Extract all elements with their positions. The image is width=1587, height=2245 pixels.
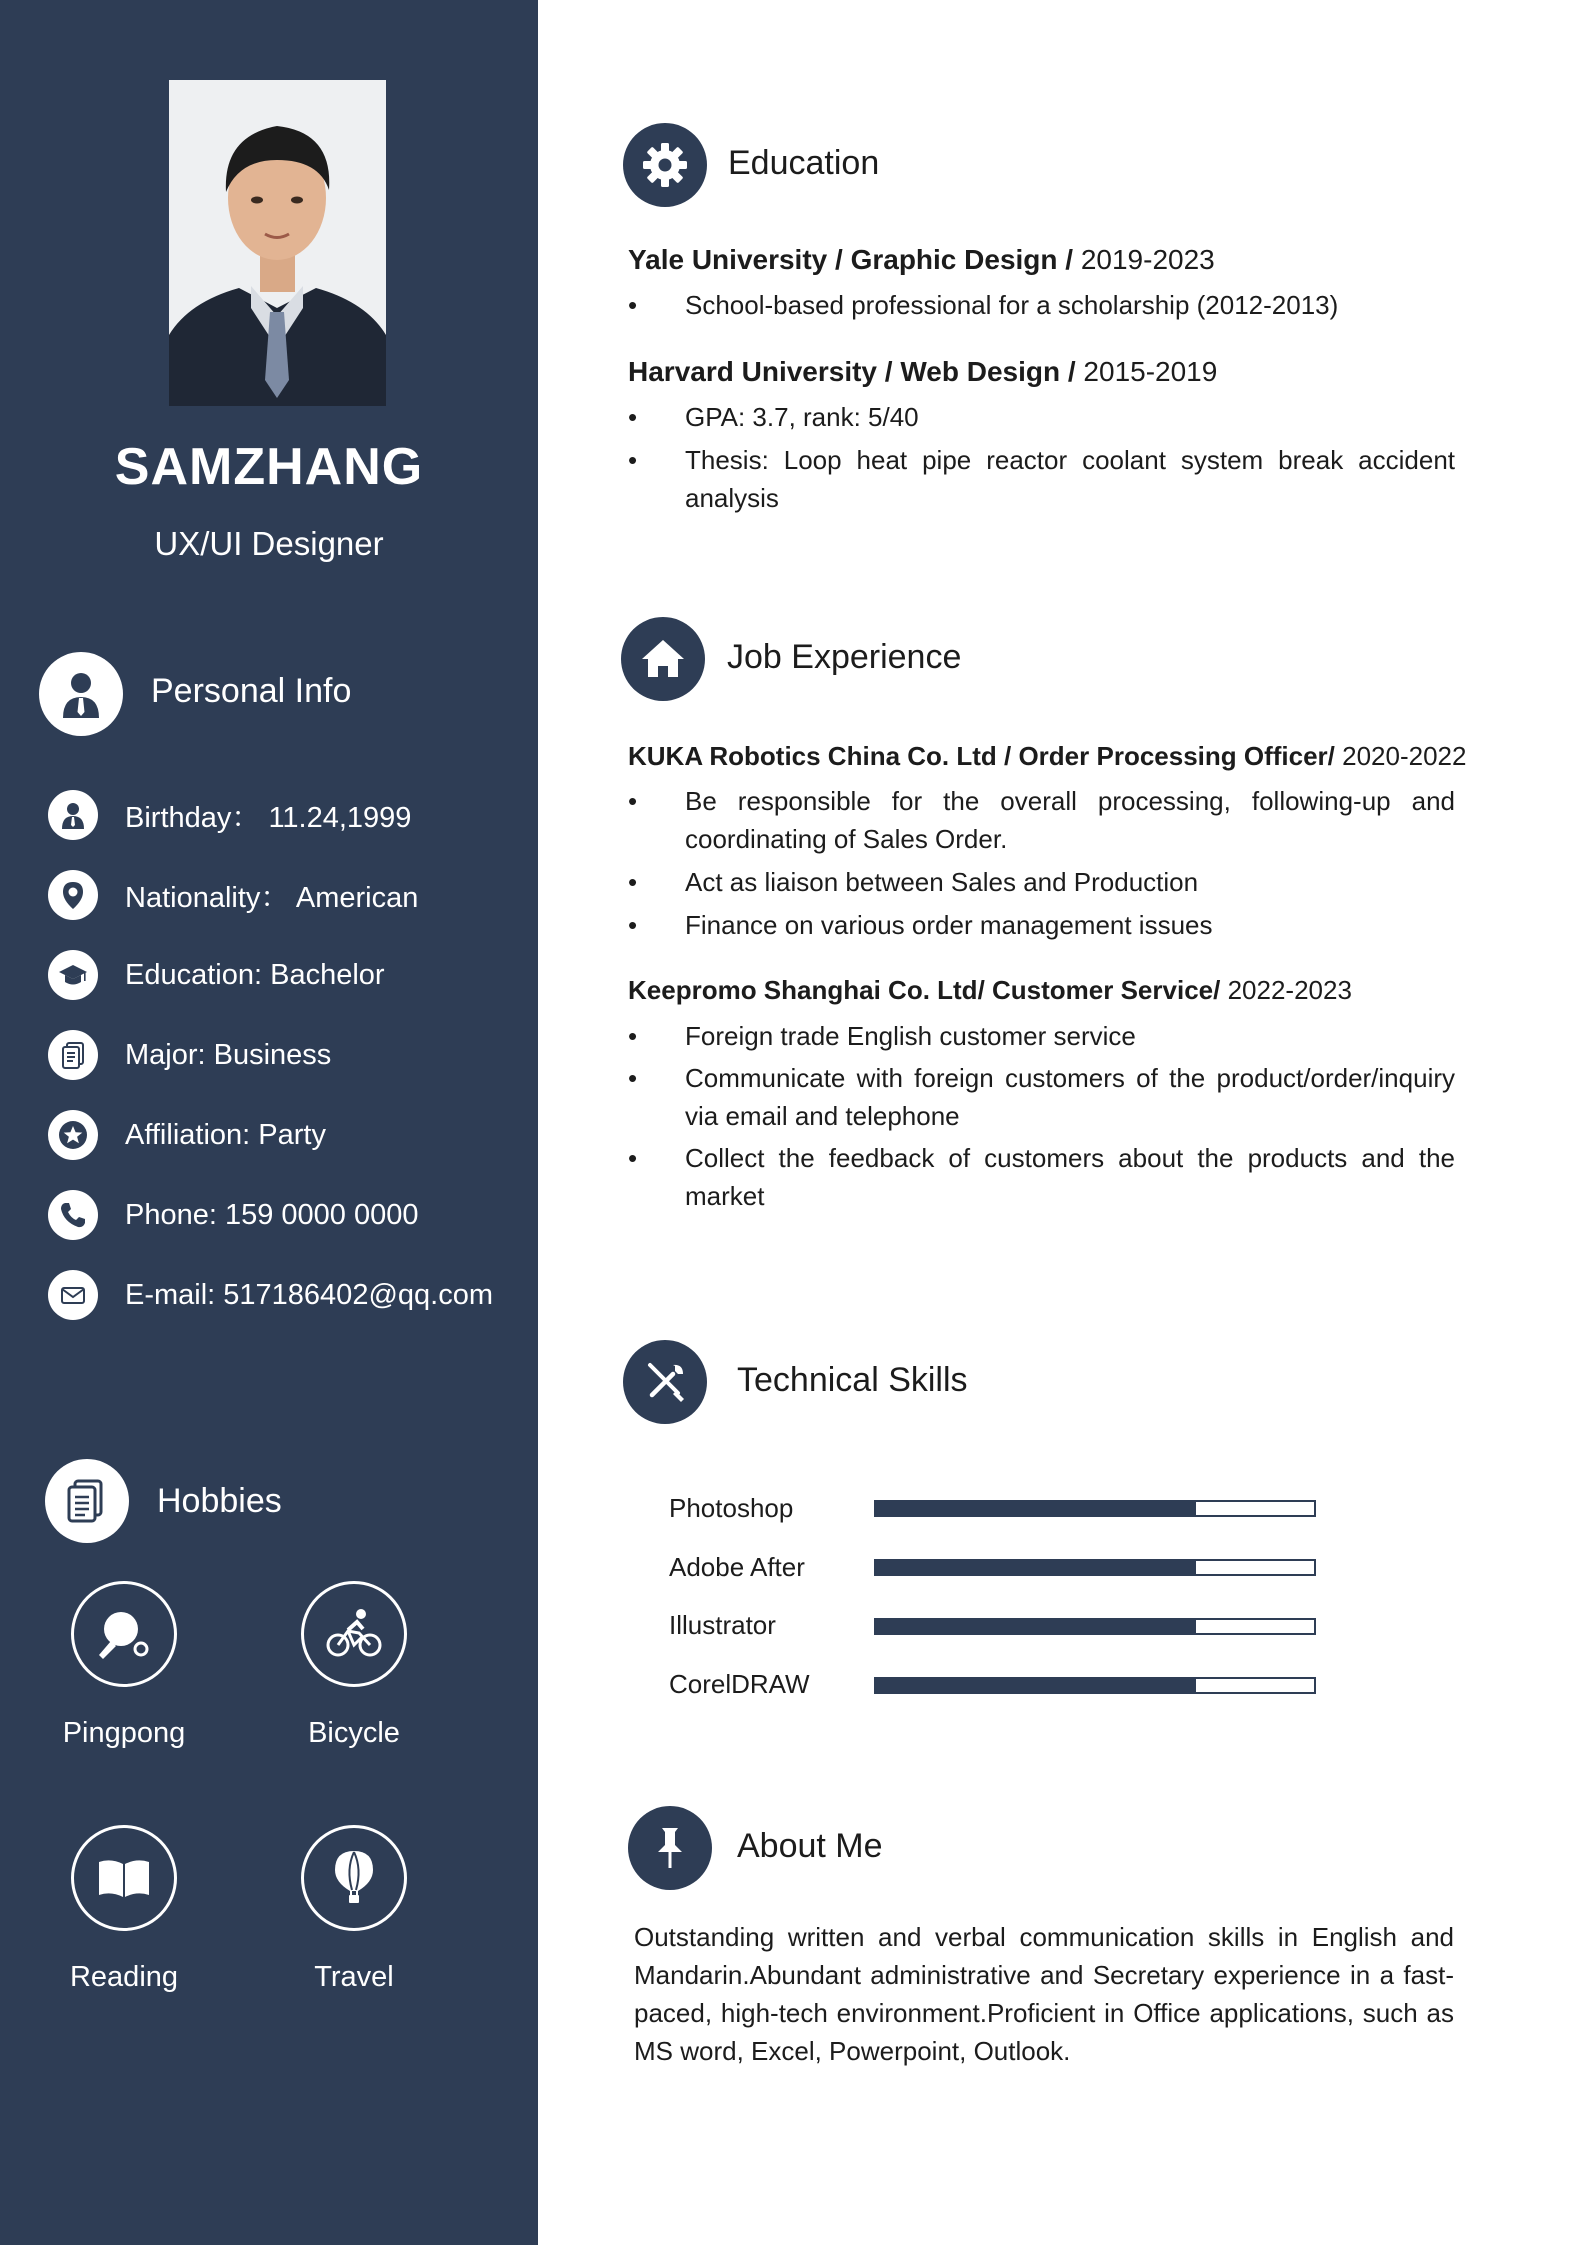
tools-icon <box>623 1340 707 1424</box>
hobbies-heading: Hobbies <box>157 1482 282 1520</box>
personal-info-icon <box>39 652 123 736</box>
hobby-reading <box>24 1825 224 1994</box>
skill-level-fill <box>876 1502 1196 1515</box>
email-text: E-mail: 517186402@qq.com <box>125 1278 493 1311</box>
job-entry-kuka <box>628 741 1466 772</box>
list-item: • School-based professional for a scholarship (2012-2013) <box>628 290 1339 320</box>
list-item: • Communicate with foreign customers of the product/order/inquiry via email and telephone <box>628 1063 1455 1131</box>
skill-name-photoshop: Photoshop <box>669 1493 794 1523</box>
skill-name-coreldraw: CorelDRAW <box>669 1669 810 1699</box>
hobby-label-bicycle: Bicycle <box>308 1717 400 1749</box>
list-item: • Thesis: Loop heat pipe reactor coolant system break accident analysis <box>628 445 1455 513</box>
list-item: • Collect the feedback of customers about the products and the market <box>628 1143 1455 1211</box>
education-heading: Education <box>728 144 880 182</box>
skill-bar-photoshop <box>874 1500 1316 1517</box>
pushpin-icon <box>628 1806 712 1890</box>
gear-icon <box>623 123 707 207</box>
hobby-pingpong <box>24 1581 224 1750</box>
hobby-bicycle <box>254 1581 454 1750</box>
job-entry-title: KUKA Robotics China Co. Ltd / Order Processing Officer/ <box>628 741 1335 771</box>
skill-name-illustrator: Illustrator <box>669 1610 776 1640</box>
list-item: • GPA: 3.7, rank: 5/40 <box>628 402 919 432</box>
info-row-phone <box>48 1188 419 1242</box>
document-icon <box>48 1030 98 1080</box>
info-row-nationality <box>48 868 418 922</box>
education-entry-harvard <box>628 356 1217 388</box>
sidebar <box>0 0 538 2245</box>
job-entry-title: Keepromo Shanghai Co. Ltd/ Customer Service/ <box>628 975 1221 1005</box>
skill-bar-adobe-after <box>874 1559 1316 1576</box>
book-icon <box>71 1825 177 1931</box>
list-item: • Act as liaison between Sales and Production <box>628 867 1199 897</box>
skill-level-fill <box>876 1620 1196 1633</box>
hot-air-balloon-icon <box>301 1825 407 1931</box>
hobby-label-reading: Reading <box>69 1961 179 1993</box>
skill-name-adobe-after: Adobe After <box>669 1552 805 1582</box>
bicycle-icon <box>301 1581 407 1687</box>
location-pin-icon <box>48 870 98 920</box>
graduation-cap-icon <box>48 950 98 1000</box>
education-entry-yale <box>628 244 1215 276</box>
skill-bar-illustrator <box>874 1618 1316 1635</box>
education-entry-years: 2015-2019 <box>1083 356 1218 387</box>
hobby-label-travel: Travel <box>314 1961 394 1993</box>
house-icon <box>621 617 705 701</box>
education-entry-title: Harvard University / Web Design / <box>628 356 1076 387</box>
hobbies-icon <box>45 1459 129 1543</box>
skill-bar-coreldraw <box>874 1677 1316 1694</box>
job-entry-keepromo <box>628 975 1352 1006</box>
job-entry-years: 2022-2023 <box>1227 975 1352 1005</box>
hobby-travel <box>254 1825 454 1994</box>
technical-skills-heading: Technical Skills <box>737 1361 968 1399</box>
about-me-text: Outstanding written and verbal communication skills in English and Mandarin.Abundant administrative and Secretary experience in a fast-paced, high-tech environment.Proficient in Office applications, such as MS word, Excel, Powerpoint, Outlook. <box>634 1922 1454 2066</box>
person-icon <box>48 790 98 840</box>
phone-icon <box>48 1190 98 1240</box>
info-row-birthday <box>48 788 411 842</box>
personal-info-heading: Personal Info <box>151 672 352 710</box>
birthday-text: Birthday： 11.24,1999 <box>125 801 412 834</box>
hobby-label-pingpong: Pingpong <box>62 1717 186 1749</box>
major-text: Major: Business <box>125 1038 332 1071</box>
candidate-title: UX/UI Designer <box>154 525 384 562</box>
info-row-affiliation <box>48 1108 326 1162</box>
education-entry-title: Yale University / Graphic Design / <box>628 244 1074 275</box>
list-item: • Finance on various order management issues <box>628 910 1213 940</box>
pingpong-icon <box>71 1581 177 1687</box>
list-item: • Foreign trade English customer service <box>628 1021 1136 1051</box>
education-level-text: Education: Bachelor <box>125 958 385 991</box>
phone-text: Phone: 159 0000 0000 <box>125 1198 419 1231</box>
info-row-education <box>48 948 385 1002</box>
list-item: • Be responsible for the overall processing, following-up and coordinating of Sales Order. <box>628 786 1455 854</box>
info-row-email <box>48 1268 493 1322</box>
envelope-icon <box>48 1270 98 1320</box>
about-me-heading: About Me <box>737 1827 883 1865</box>
skill-level-fill <box>876 1679 1196 1692</box>
skill-level-fill <box>876 1561 1196 1574</box>
education-entry-years: 2019-2023 <box>1080 244 1215 275</box>
candidate-name: SAMZHANG <box>114 438 424 496</box>
profile-photo <box>169 80 386 406</box>
job-entry-years: 2020-2022 <box>1342 741 1467 771</box>
job-experience-heading: Job Experience <box>727 638 962 676</box>
info-row-major <box>48 1028 331 1082</box>
nationality-text: Nationality： American <box>125 881 419 914</box>
affiliation-text: Affiliation: Party <box>125 1118 326 1151</box>
star-icon <box>48 1110 98 1160</box>
